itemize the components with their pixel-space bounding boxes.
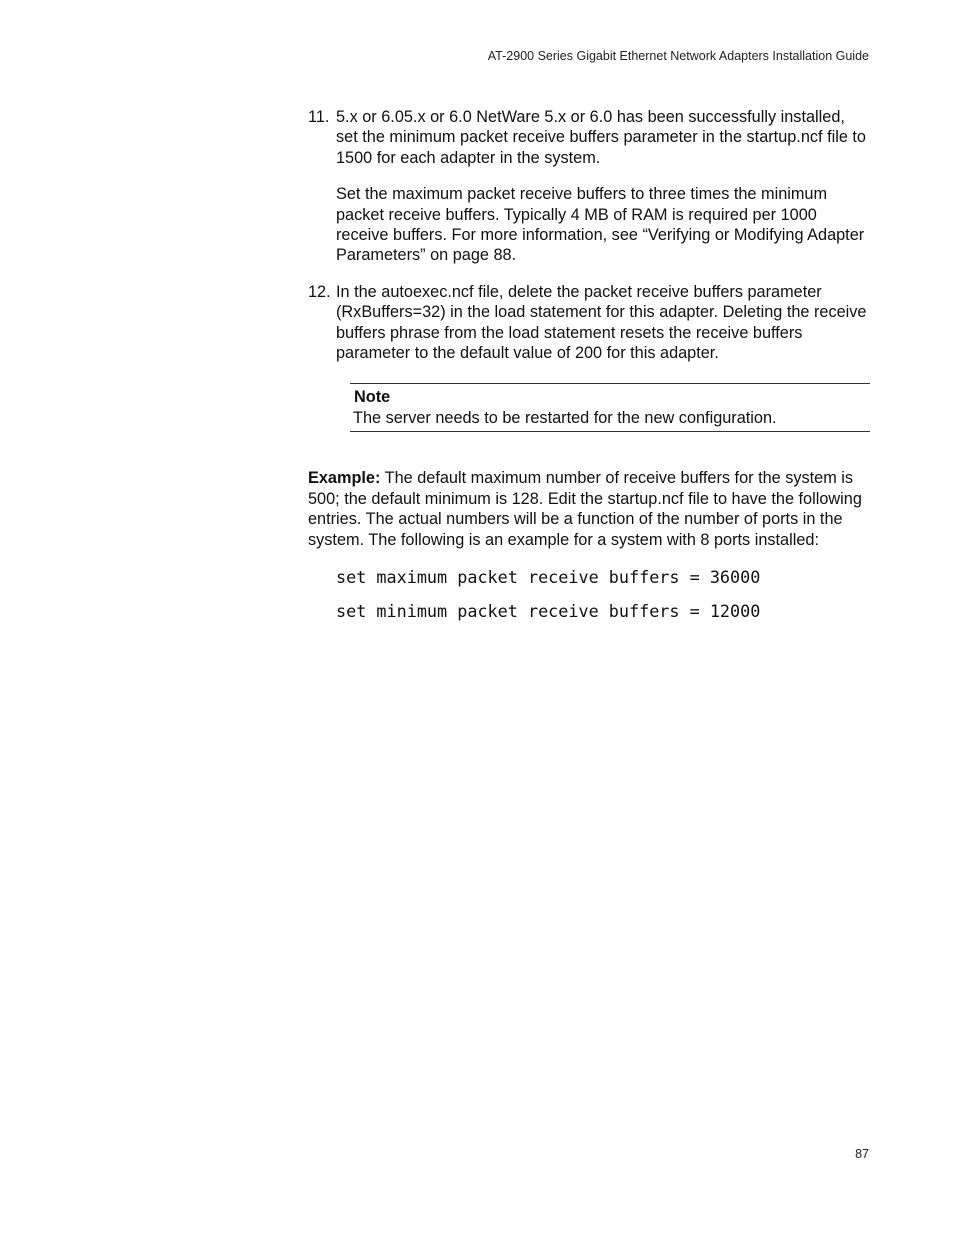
running-header: AT-2900 Series Gigabit Ethernet Network Adapters Installation Guide <box>487 49 869 63</box>
code-line: set minimum packet receive buffers = 12000 <box>336 600 761 621</box>
step-paragraph: 5.x or 6.05.x or 6.0 NetWare 5.x or 6.0 has been successfully installed, set the minimum packet receive buffers parameter in the startup.ncf file to 1500 for each adapter in the system. <box>336 108 866 167</box>
page-number: 87 <box>855 1147 869 1161</box>
code-line: set maximum packet receive buffers = 36000 <box>336 566 761 587</box>
step-paragraph: In the autoexec.ncf file, delete the packet receive buffers parameter (RxBuffers=32) in the load statement for this adapter. Deleting the receive buffers phrase from the load statement resets the receive buffers parameter to the default value of 200 for this adapter. <box>336 282 867 363</box>
example-lead: Example: <box>308 469 381 488</box>
code-block <box>336 567 870 621</box>
example-text: The default maximum number of receive buffers for the system is 500; the default minimum is 128. Edit the startup.ncf file to have the following entries. The actual numbers will be a function of the number of ports in the system. The following is an example for a system with 8 ports installed: <box>308 469 862 549</box>
step-number: 11. <box>308 108 330 126</box>
note-title: Note <box>354 388 391 407</box>
note-text: The server needs to be restarted for the new configuration. <box>353 408 777 427</box>
step-12 <box>308 282 870 364</box>
example-paragraph <box>308 468 870 550</box>
main-content <box>308 107 870 635</box>
step-11 <box>308 107 870 266</box>
step-number: 12. <box>308 282 331 301</box>
step-paragraph: Set the maximum packet receive buffers to three times the minimum packet receive buffers. Typically 4 MB of RAM is required per 1000 receive buffers. For more information, see “Verifying or Modifying Adapter Parameters” on page 88. <box>336 185 865 265</box>
note-box <box>350 383 870 432</box>
